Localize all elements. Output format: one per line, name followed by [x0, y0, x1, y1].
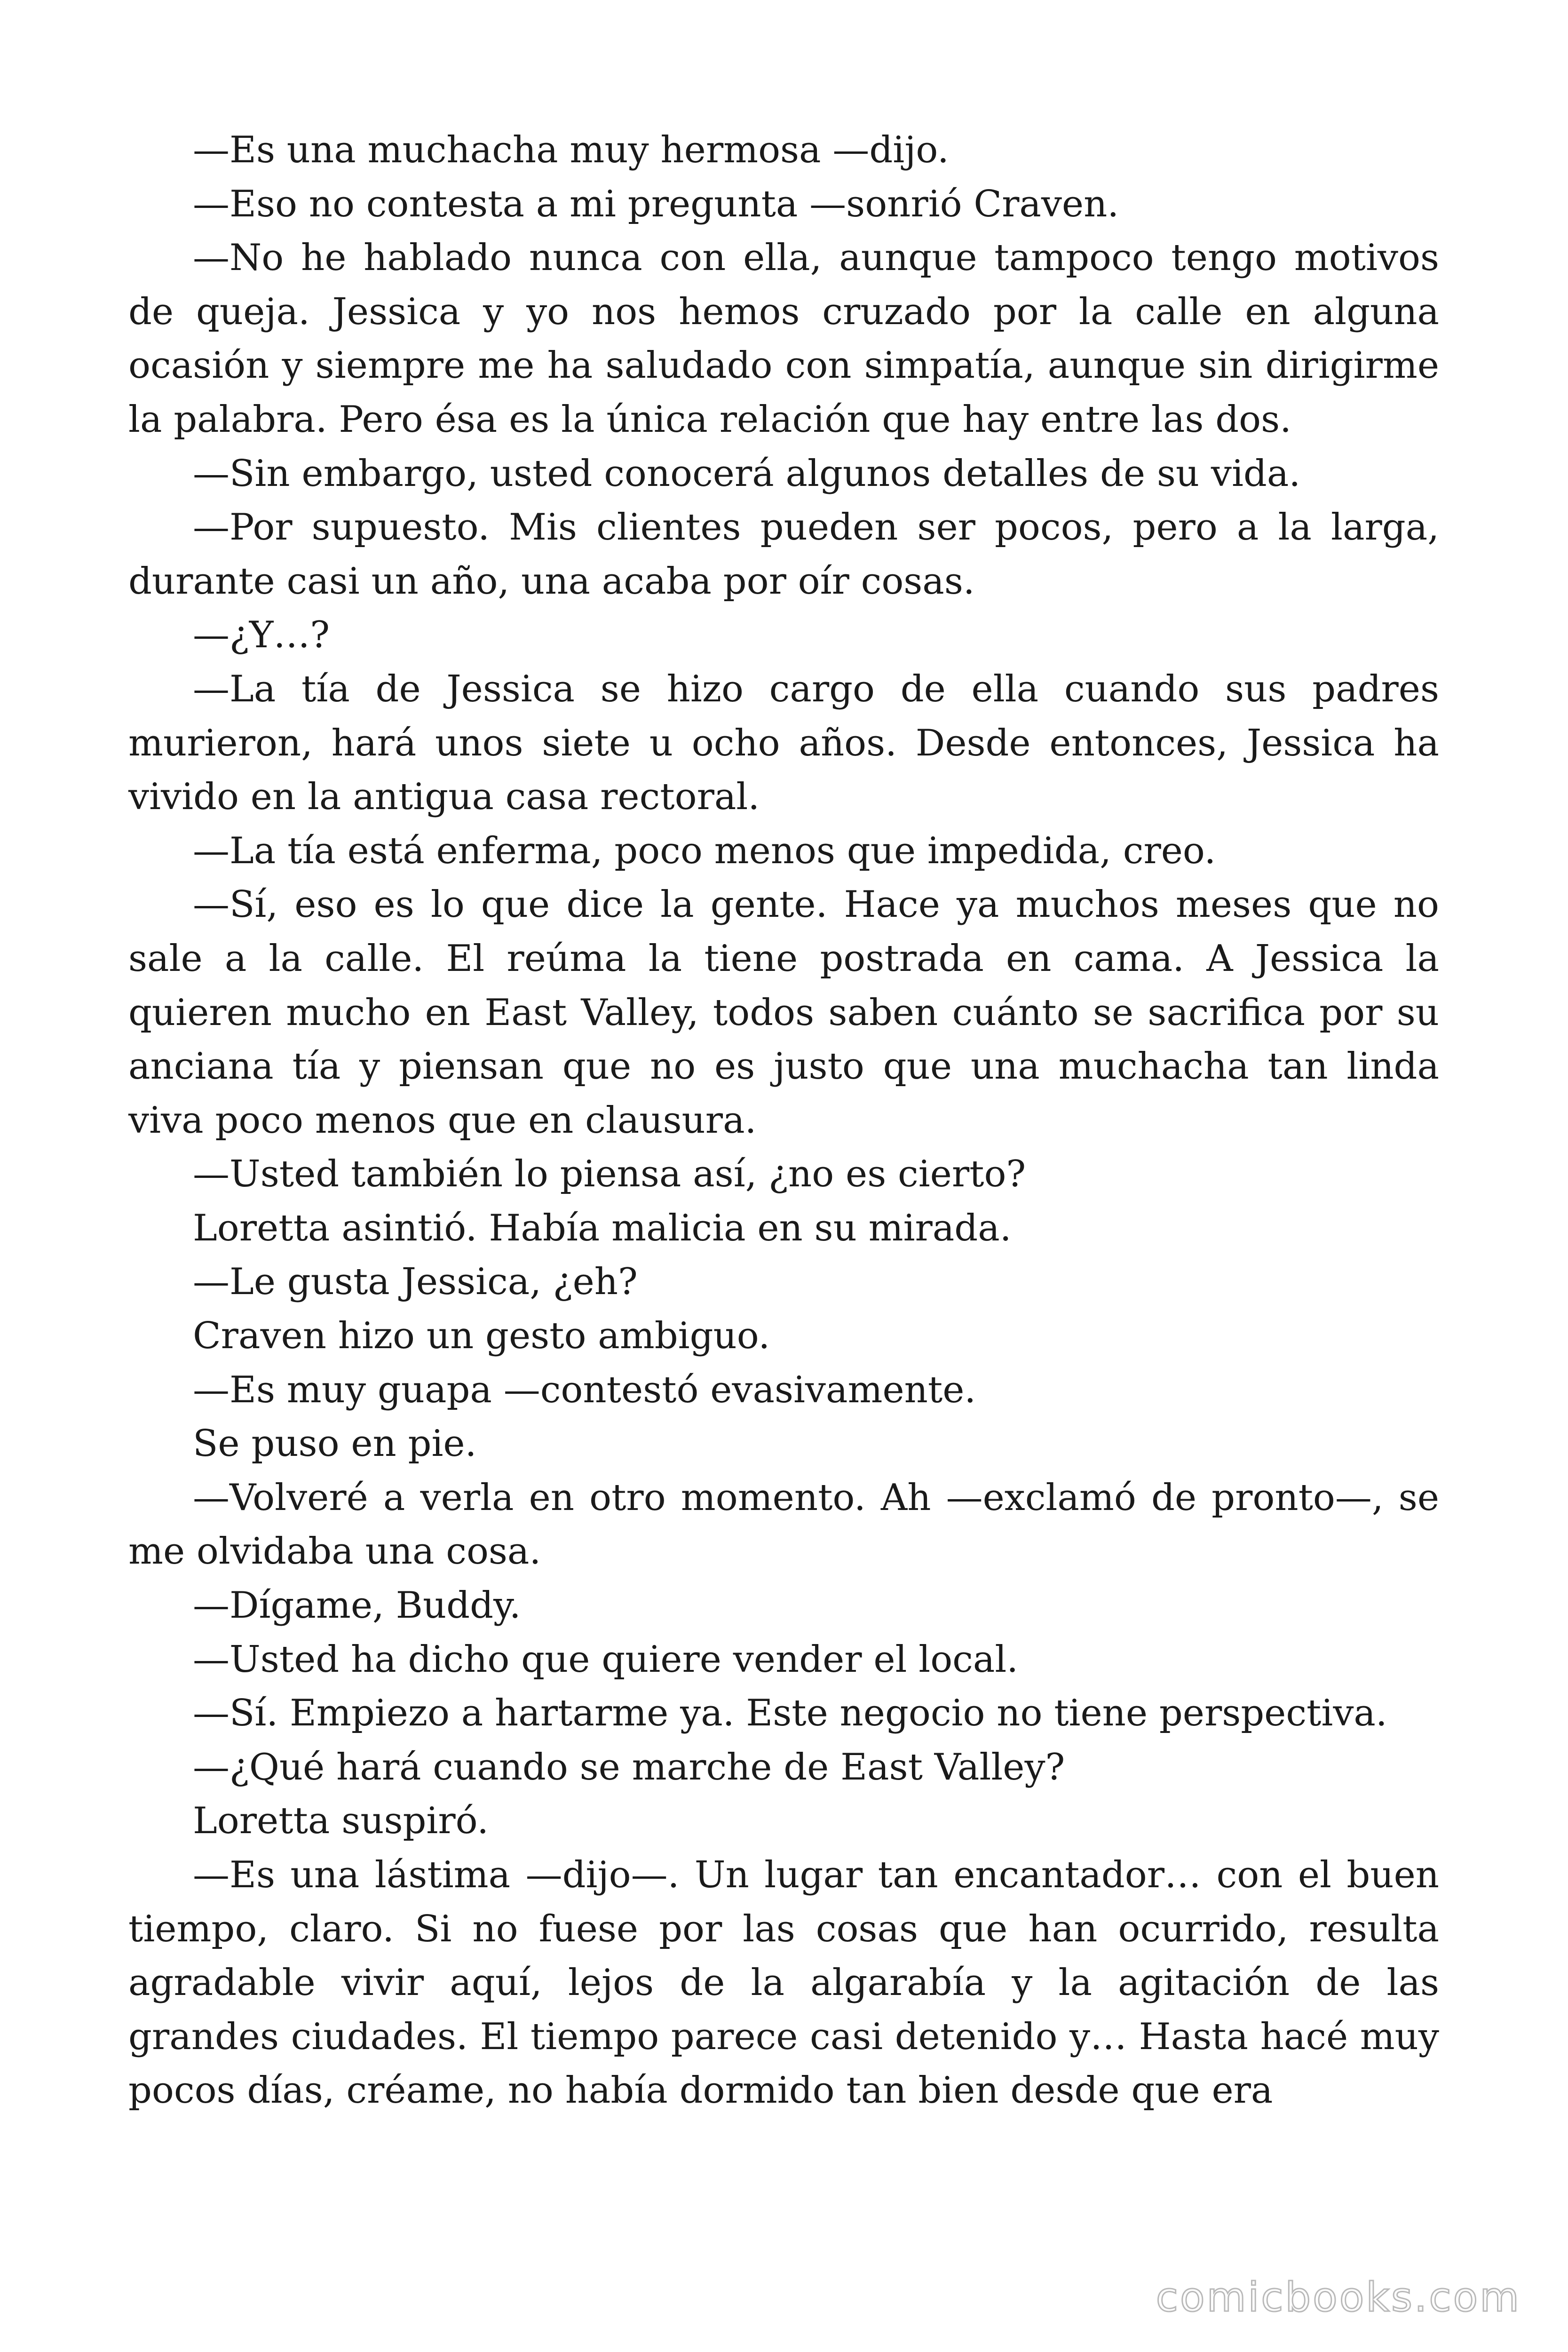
paragraph-14: —Es muy guapa —contestó evasivamente. — [193, 1368, 976, 1411]
page-text — [128, 123, 1439, 2118]
paragraph-12: —Le gusta Jessica, ¿eh? — [193, 1261, 638, 1303]
paragraph-21: Loretta suspiró. — [193, 1800, 489, 1843]
paragraph-19: —Sí. Empiezo a hartarme ya. Este negocio no tiene perspectiva. — [193, 1692, 1387, 1735]
paragraph-7: —La tía de Jessica se hizo cargo de ella cuando sus padres murieron, hará unos siete u ocho años. Desde entonces, Jessica ha vivido en la antigua casa rectoral. — [128, 667, 1439, 818]
paragraph-2: —Eso no contesta a mi pregunta —sonrió Craven. — [193, 183, 1119, 225]
paragraph-1: —Es una muchacha muy hermosa —dijo. — [193, 129, 949, 171]
paragraph-4: —Sin embargo, usted conocerá algunos detalles de su vida. — [193, 452, 1301, 495]
paragraph-10: —Usted también lo piensa así, ¿no es cierto? — [193, 1153, 1026, 1196]
paragraph-5: —Por supuesto. Mis clientes pueden ser pocos, pero a la larga, durante casi un año, una acaba por oír cosas. — [128, 506, 1439, 603]
paragraph-20: —¿Qué hará cuando se marche de East Valley? — [193, 1746, 1065, 1788]
paragraph-3: —No he hablado nunca con ella, aunque tampoco tengo motivos de queja. Jessica y yo nos hemos cruzado por la calle en alguna ocasión y siempre me ha saludado con simpatía, aunque sin dirigirme la palabra. Pero ésa es la única relación que hay entre las dos. — [128, 237, 1439, 441]
paragraph-8: —La tía está enferma, poco menos que impedida, creo. — [193, 829, 1216, 872]
paragraph-22: —Es una lástima —dijo—. Un lugar tan encantador… con el buen tiempo, claro. Si no fuese por las cosas que han ocurrido, resulta agradable vivir aquí, lejos de la algarabía y la agitación de las grandes ciudades. El tiempo parece casi detenido y… Hasta hacé muy pocos días, créame, no había dormido tan bien desde que era — [128, 1854, 1439, 2112]
paragraph-16: —Volveré a verla en otro momento. Ah —exclamó de pronto—, se me olvidaba una cosa. — [128, 1476, 1439, 1573]
paragraph-18: —Usted ha dicho que quiere vender el local. — [193, 1638, 1019, 1681]
paragraph-6: —¿Y…? — [193, 614, 330, 657]
paragraph-17: —Dígame, Buddy. — [193, 1584, 521, 1627]
paragraph-13: Craven hizo un gesto ambiguo. — [193, 1315, 770, 1358]
paragraph-15: Se puso en pie. — [193, 1422, 477, 1465]
paragraph-11: Loretta asintió. Había malicia en su mirada. — [193, 1207, 1012, 1249]
site-watermark: comicbooks.com — [1156, 2274, 1521, 2321]
paragraph-9: —Sí, eso es lo que dice la gente. Hace ya muchos meses que no sale a la calle. El reúma la tiene postrada en cama. A Jessica la quieren mucho en East Valley, todos saben cuánto se sacrifica por su anciana tía y piensan que no es justo que una muchacha tan linda viva poco menos que en clausura. — [128, 883, 1439, 1142]
